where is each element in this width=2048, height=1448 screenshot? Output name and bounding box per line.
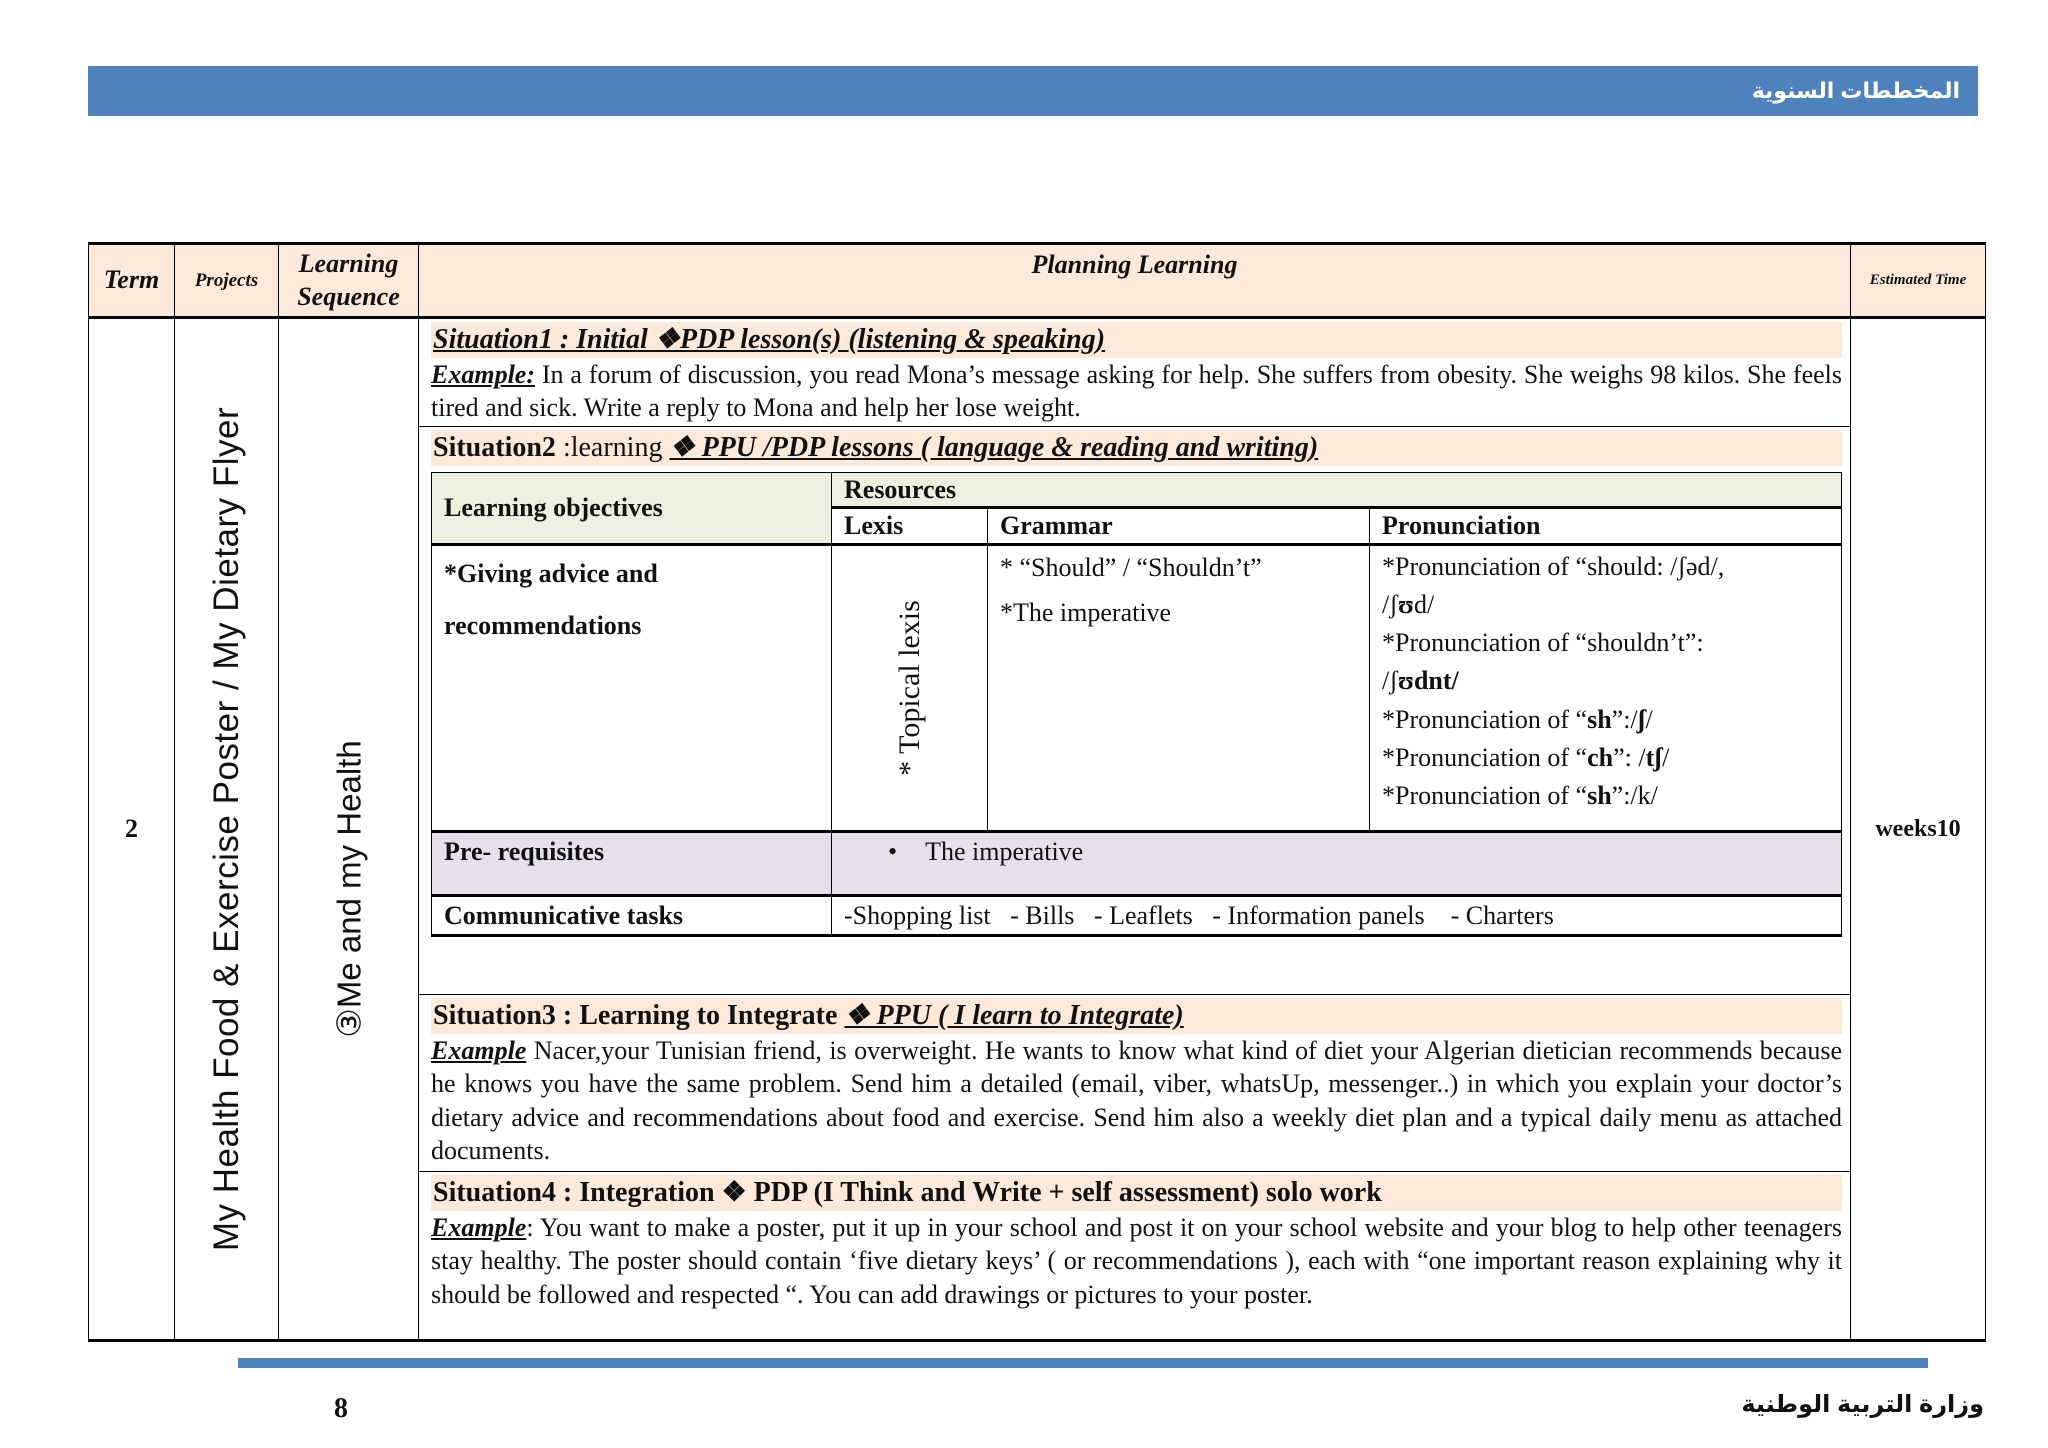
situation4-title: Situation4 : Integration ❖ PDP (I Think and Write + self assessment) solo work: [431, 1175, 1842, 1211]
sequence-cell: [279, 318, 419, 1341]
page-number: 8: [334, 1393, 348, 1424]
pronunciation-cell: *Pronunciation of “should: /ʃəd/, /ʃʊd/ *Pronunciation of “shouldn’t”: /ʃʊdnt/ *Pronunciation of “sh”:/ʃ/ *Pronunciation of “ch”: /tʃ/ *Pronunciation of “sh”:/k/: [1370, 544, 1842, 831]
situation3-example: [431, 1034, 1842, 1167]
situation1-example-label: Example:: [431, 359, 535, 389]
situation4-example-text: : You want to make a poster, put it up in your school and post it on your school website and your blog to help other teenagers stay healthy. The poster should contain ‘five dietary keys’ ( or recommendations ), each with “one important reason explaining why it should be followed and respected “. You can add drawings or pictures to your poster.: [431, 1213, 1842, 1309]
top-banner: [88, 66, 1978, 116]
header-term: Term: [89, 244, 175, 318]
planning-cell: [419, 318, 1851, 1341]
situation1-block: [419, 322, 1850, 427]
lexis-cell: [832, 544, 988, 831]
projects-value: My Health Food & Exercise Poster / My Dietary Flyer: [206, 406, 246, 1252]
estimated-time-cell: [1851, 318, 1986, 1341]
header-learning-sequence: Learning Sequence: [279, 244, 419, 318]
situation4-block: [419, 1175, 1850, 1315]
header-planning-learning: Planning Learning: [419, 244, 1851, 318]
bottom-rule: [238, 1358, 1928, 1368]
resources-header: Resources: [832, 473, 1842, 508]
header-projects: Projects: [175, 244, 279, 318]
situation3-block: [419, 998, 1850, 1172]
planning-table: [88, 242, 1986, 1342]
situation1-title: Situation1 : Initial ❖PDP lesson(s) (listening & speaking): [431, 322, 1842, 358]
banner-title: المخططات السنوية: [1751, 78, 1960, 103]
situation4-example-label: Example: [431, 1213, 527, 1243]
prerequisites-label: Pre- requisites: [432, 831, 832, 895]
resources-table: [431, 472, 1842, 937]
situation2-title: Situation2 :learning ❖ PPU /PDP lessons ( language & reading and writing): [431, 430, 1842, 466]
situation4-example: [431, 1211, 1842, 1311]
situation1-example: [431, 358, 1842, 425]
sequence-value: ③Me and my Health: [330, 740, 367, 1038]
grammar-header: Grammar: [988, 508, 1370, 544]
situation2-block: [419, 430, 1850, 995]
situation3-example-text: Nacer,your Tunisian friend, is overweight. He wants to know what kind of diet your Algerian dietician recommends because he knows you have the same problem. Send him a detailed (email, viber, whatsUp, messenger..) in which you explain your doctor’s dietary advice and recommendations about food and exercise. Send him also a weekly diet plan and a typical daily menu as attached documents.: [431, 1036, 1842, 1165]
projects-cell: [175, 318, 279, 1341]
communicative-tasks-label: Communicative tasks: [432, 895, 832, 935]
grammar-cell: * “Should” / “Shouldn’t” *The imperative: [988, 544, 1370, 831]
situation1-example-text: In a forum of discussion, you read Mona’s message asking for help. She suffers from obesity. She weighs 98 kilos. She feels tired and sick. Write a reply to Mona and help her lose weight.: [431, 359, 1842, 423]
communicative-tasks-value: -Shopping list - Bills - Leaflets - Information panels - Charters: [832, 895, 1842, 935]
pronunciation-header: Pronunciation: [1370, 508, 1842, 544]
learning-objectives-header: Learning objectives: [432, 473, 832, 545]
term-value: 2: [125, 814, 138, 843]
lexis-value: * Topical lexis: [892, 599, 926, 776]
prerequisites-value: • The imperative: [832, 831, 1842, 895]
ministry-label: وزارة التربية الوطنية: [1741, 1391, 1984, 1418]
term-cell: [89, 318, 175, 1341]
situation3-title: Situation3 : Learning to Integrate ❖ PPU ( I learn to Integrate): [431, 998, 1842, 1034]
lexis-header: Lexis: [832, 508, 988, 544]
situation3-example-label: Example: [431, 1036, 527, 1066]
objective-cell: *Giving advice and recommendations: [432, 544, 832, 831]
estimated-time-value: weeks10: [1875, 815, 1961, 842]
header-estimated-time: Estimated Time: [1851, 244, 1986, 318]
